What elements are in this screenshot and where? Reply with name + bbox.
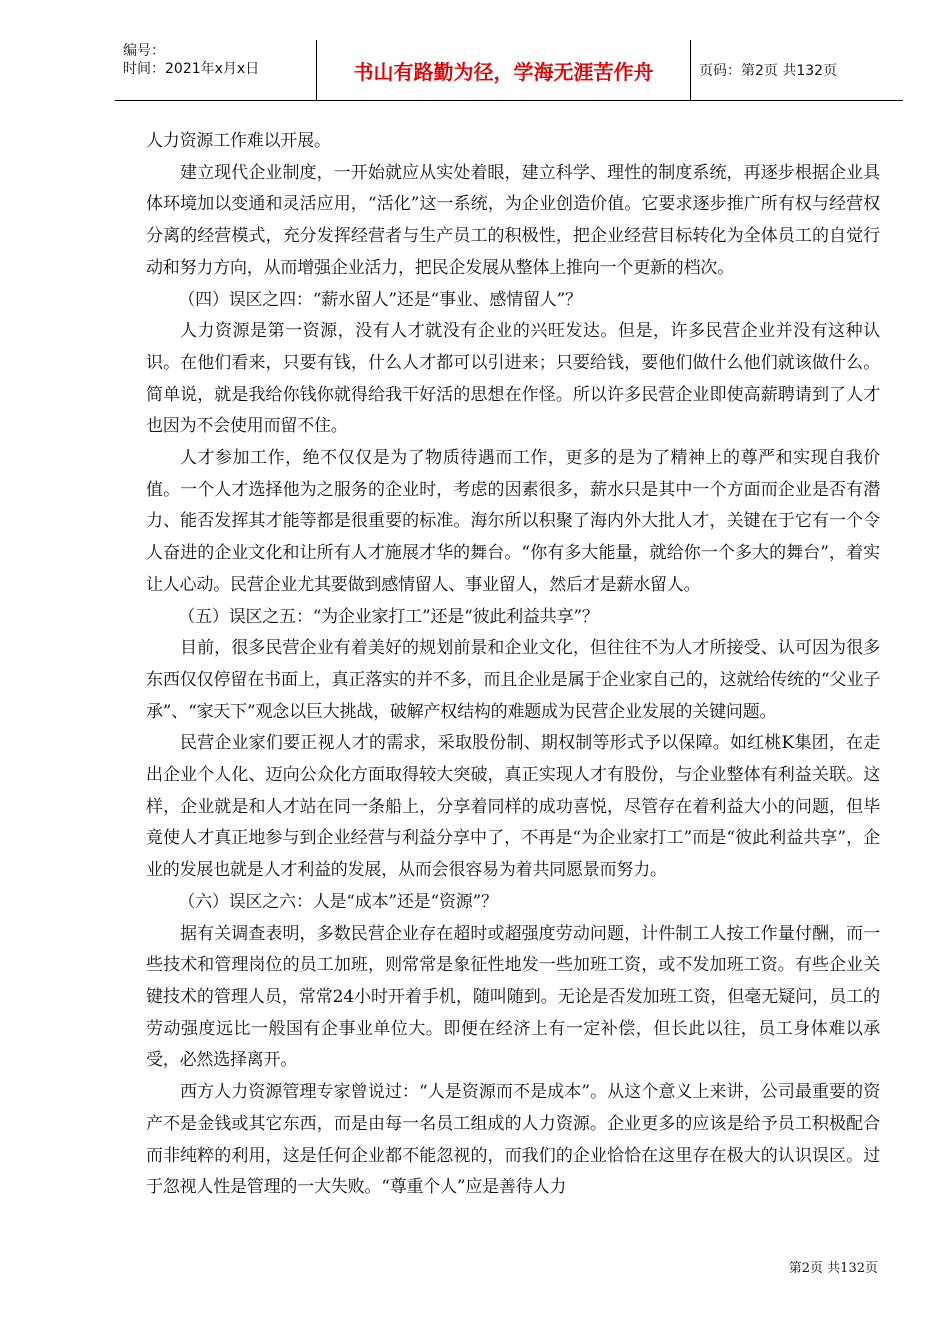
body-paragraph: 目前，很多民营企业有着美好的规划前景和企业文化，但往往不为人才所接受、认可因为很多东西仅仅停留在书面上，真正落实的并不多，而且企业是属于企业家自己的，这就给传统的“父业子承”、“家天下”观念以巨大挑战，破解产权结构的难题成为民营企业发展的关键问题。 — [146, 638, 880, 722]
document-number-label: 编号： — [123, 43, 165, 59]
body-paragraph: 据有关调查表明，多数民营企业存在超时或超强度劳动问题，计件制工人按工作量付酬，而一些技术和管理岗位的员工加班，则常常是象征性地发一些加班工资，或不发加班工资。有些企业关键技术的管理人员，常常24小时开着手机，随叫随到。无论是否发加班工资，但毫无疑问，员工的劳动强度远比一般国有企事业单位大。即便在经济上有一定补偿，但长此以往，员工身体难以承受，必然选择离开。 — [146, 923, 880, 1071]
body-paragraph: 西方人力资源管理专家曾说过：“人是资源而不是成本”。从这个意义上来讲，公司最重要的资产不是金钱或其它东西，而是由每一名员工组成的人力资源。企业更多的应该是给予员工积极配合而非纯粹的利用，这是任何企业都不能忽视的，而我们的企业恰恰在这里存在极大的认识误区。过于忽视人性是管理的一大失败。“尊重个人”应是善待人力 — [146, 1082, 880, 1198]
body-paragraph: 人力资源是第一资源，没有人才就没有企业的兴旺发达。但是，许多民营企业并没有这种认识。在他们看来，只要有钱，什么人才都可以引进来；只要给钱，要他们做什么他们就该做什么。简单说，就是我给你钱你就得给我干好活的思想在作怪。所以许多民营企业即使高薪聘请到了人才也因为不会使用而留不住。 — [146, 321, 880, 437]
section-heading: （五）误区之五：“为企业家打工”还是“彼此利益共享”？ — [178, 606, 599, 627]
body-paragraph: 人才参加工作，绝不仅仅是为了物质待遇而工作，更多的是为了精神上的尊严和实现自我价值。一个人才选择他为之服务的企业时，考虑的因素很多，薪水只是其中一个方面而企业是否有潜力、能否发挥其才能等都是很重要的标准。海尔所以积聚了海内外大批人才，关键在于它有一个令人奋进的企业文化和让所有人才施展才华的舞台。“你有多大能量，就给你一个多大的舞台”，着实让人心动。民营企业尤其要做到感情留人、事业留人，然后才是薪水留人。 — [146, 448, 880, 595]
header-meta — [115, 40, 317, 100]
document-body — [146, 126, 880, 1204]
section-heading: （六）误区之六：人是“成本”还是“资源”？ — [178, 891, 498, 912]
body-paragraph: 人力资源工作难以开展。 — [146, 131, 331, 151]
body-paragraph: 建立现代企业制度，一开始就应从实处着眼，建立科学、理性的制度系统，再逐步根据企业具体环境加以变通和灵活应用，“活化”这一系统，为企业创造价值。它要求逐步推广所有权与经营权分离的经营模式，充分发挥经营者与生产员工的积极性，把企业经营目标转化为全体员工的自觉行动和努力方向，从而增强企业活力，把民企发展从整体上推向一个更新的档次。 — [146, 162, 880, 278]
page-header — [115, 40, 903, 101]
body-paragraph: 民营企业家们要正视人才的需求，采取股份制、期权制等形式予以保障。如红桃K集团，在走出企业个人化、迈向公众化方面取得较大突破，真正实现人才有股份，与企业整体有利益关联。这样，企业就是和人才站在同一条船上，分享着同样的成功喜悦，尽管存在着利益大小的问题，但毕竟使人才真正地参与到企业经营与利益分享中了，不再是“为企业家打工”而是“彼此利益共享”，企业的发展也就是人才利益的发展，从而会很容易为着共同愿景而努力。 — [146, 733, 880, 881]
section-heading: （四）误区之四：“薪水留人”还是“事业、感情留人”？ — [178, 289, 582, 310]
document-time-label: 时间：2021年x月x日 — [123, 61, 260, 77]
header-page-number: 页码：第2页 共132页 — [699, 63, 838, 79]
page-footer: 第2页 共132页 — [788, 1261, 878, 1276]
header-motto: 书山有路勤为径，学海无涯苦作舟 — [317, 40, 691, 100]
